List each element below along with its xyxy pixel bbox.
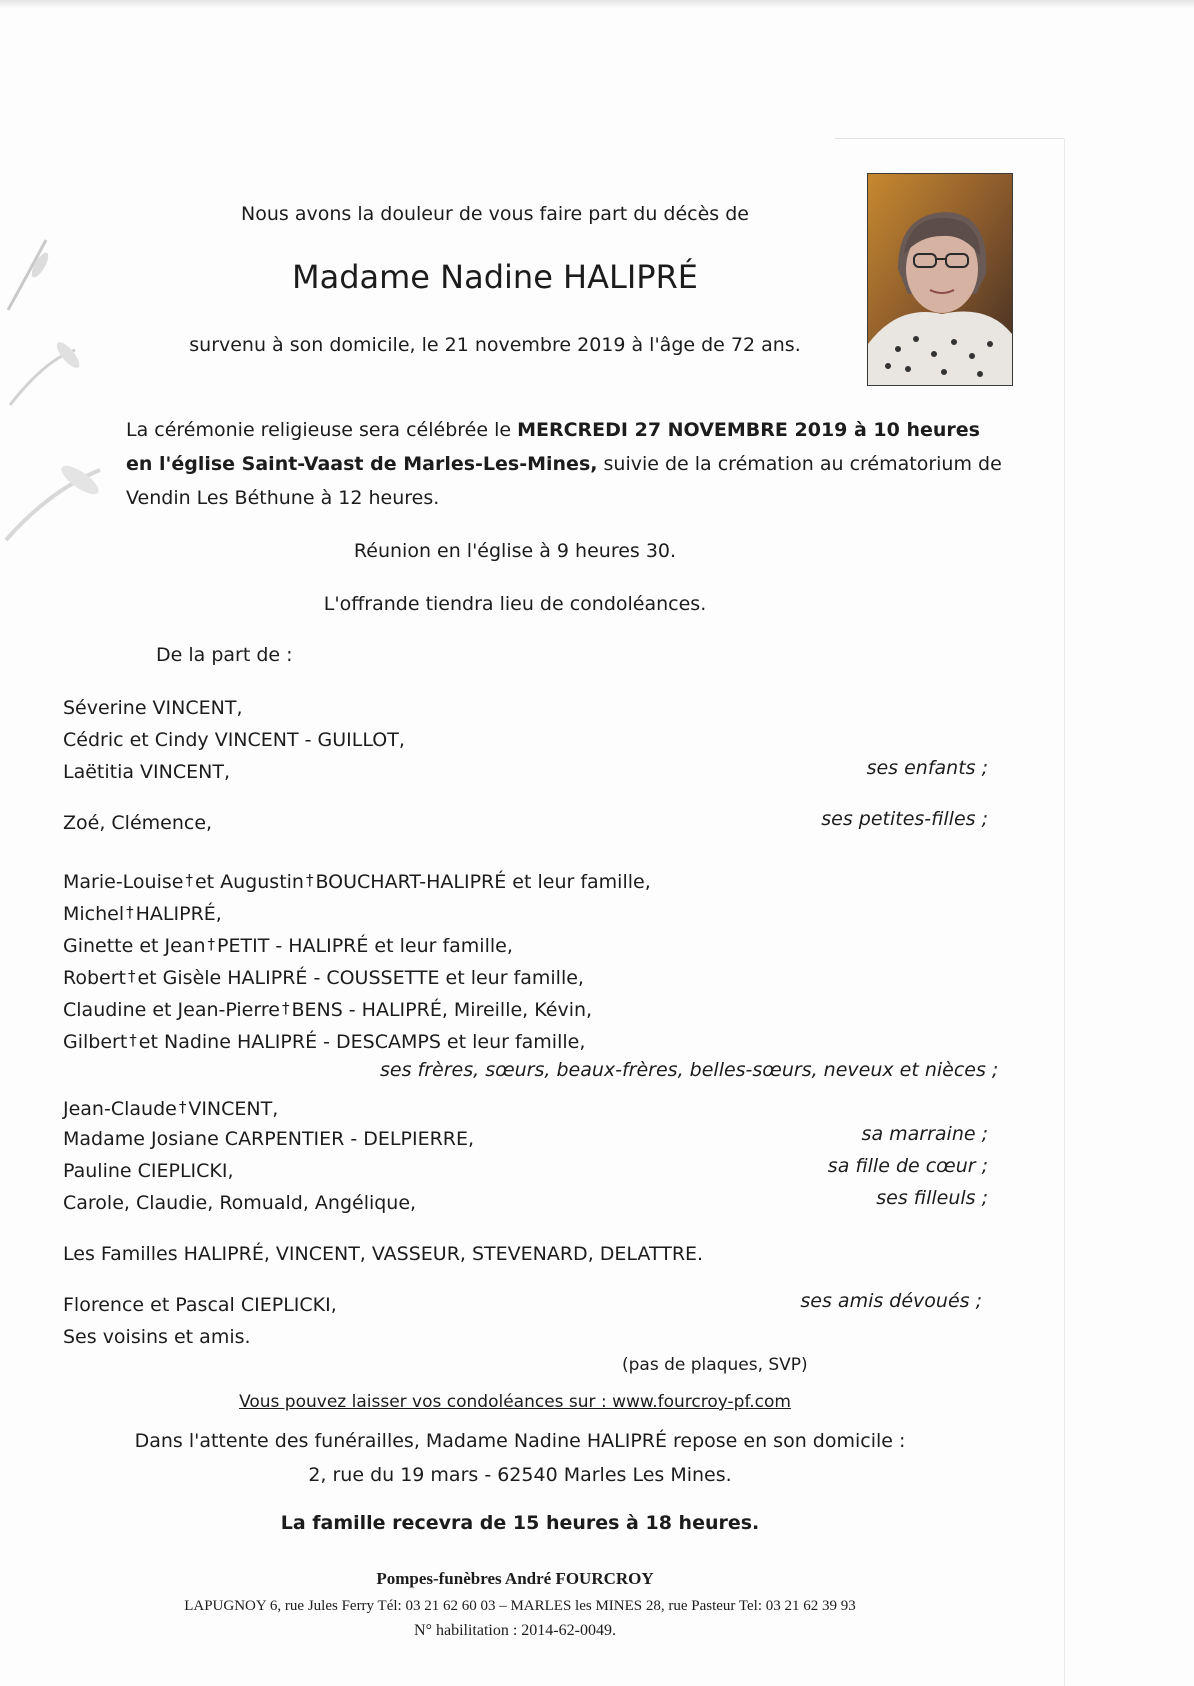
role-children: ses enfants ;: [866, 757, 988, 779]
family-member: Pauline CIEPLICKI,: [63, 1160, 234, 1182]
families-list: Les Familles HALIPRÉ, VINCENT, VASSEUR, STEVENARD, DELATTRE.: [63, 1243, 704, 1265]
habilitation-number: N° habilitation : 2014-62-0049.: [414, 1622, 616, 1639]
family-member: Claudine et Jean-Pierre † BENS - HALIPRÉ, Mireille, Kévin,: [63, 999, 593, 1021]
de-la-part-heading: De la part de :: [156, 644, 293, 666]
cross-icon: †: [185, 871, 193, 889]
intro-text: Nous avons la douleur de vous faire part du décès de: [241, 203, 749, 225]
visit-hours: La famille recevra de 15 heures à 18 heures.: [280, 1512, 760, 1534]
family-member: Marie-Louise † et Augustin † BOUCHART-HALIPRÉ et leur famille,: [63, 871, 651, 893]
ceremony-line-3: Vendin Les Béthune à 12 heures.: [126, 487, 440, 509]
role-filleuls: ses filleuls ;: [876, 1187, 988, 1209]
cross-icon: †: [129, 1031, 137, 1049]
family-member: Gilbert † et Nadine HALIPRÉ - DESCAMPS et leur famille,: [63, 1031, 586, 1053]
deceased-photo: [867, 173, 1013, 386]
family-member: Laëtitia VINCENT,: [63, 761, 231, 783]
role-marraine: sa marraine ;: [861, 1123, 988, 1145]
wheat-decoration: [0, 230, 110, 560]
family-member: Michel † HALIPRÉ,: [63, 903, 222, 925]
page-edge-right: [1064, 138, 1065, 1686]
role-siblings: ses frères, sœurs, beaux-frères, belles-sœurs, neveux et nièces ;: [380, 1059, 999, 1081]
ceremony-line-1: La cérémonie religieuse sera célébrée le MERCREDI 27 NOVEMBRE 2019 à 10 heures: [126, 419, 980, 441]
cross-icon: †: [281, 999, 290, 1017]
family-member: Séverine VINCENT,: [63, 697, 243, 719]
cross-icon: †: [127, 967, 136, 985]
rest-line-2: 2, rue du 19 mars - 62540 Marles Les Mines.: [308, 1464, 732, 1486]
page-edge: [835, 138, 1065, 139]
condolences-link[interactable]: Vous pouvez laisser vos condoléances sur : www.fourcroy-pf.com: [239, 1392, 791, 1412]
family-member: Ses voisins et amis.: [63, 1326, 251, 1348]
rest-line-1: Dans l'attente des funérailles, Madame Nadine HALIPRÉ repose en son domicile :: [134, 1430, 906, 1452]
cross-icon: †: [207, 935, 216, 953]
ceremony-line-2: en l'église Saint-Vaast de Marles-Les-Mines, suivie de la crémation au crématorium de: [126, 453, 1002, 475]
funeral-home-name: Pompes-funèbres André FOURCROY: [376, 1569, 654, 1588]
role-friends: ses amis dévoués ;: [800, 1290, 982, 1312]
offrande-text: L'offrande tiendra lieu de condoléances.: [323, 593, 707, 615]
role-granddaughters: ses petites-filles ;: [821, 808, 988, 830]
ceremony-place: en l'église Saint-Vaast de Marles-Les-Mines,: [126, 453, 598, 475]
scan-shadow: [0, 0, 1194, 8]
family-member: Cédric et Cindy VINCENT - GUILLOT,: [63, 729, 405, 751]
reunion-text: Réunion en l'église à 9 heures 30.: [353, 540, 677, 562]
deceased-name: Madame Nadine HALIPRÉ: [291, 258, 699, 296]
family-member: Jean-Claude † VINCENT,: [63, 1098, 279, 1120]
family-member: Florence et Pascal CIEPLICKI,: [63, 1294, 337, 1316]
role-fille-de-coeur: sa fille de cœur ;: [827, 1155, 988, 1177]
cross-icon: †: [126, 903, 134, 921]
cross-icon: †: [305, 871, 314, 889]
cross-icon: †: [178, 1098, 187, 1116]
funeral-home-address: LAPUGNOY 6, rue Jules Ferry Tél: 03 21 62 60 03 – MARLES les MINES 28, rue Pasteur Tel: 03 21 62 39 93: [184, 1598, 856, 1614]
family-member: Zoé, Clémence,: [63, 812, 213, 834]
family-member: Carole, Claudie, Romuald, Angélique,: [63, 1192, 417, 1214]
death-details: survenu à son domicile, le 21 novembre 2019 à l'âge de 72 ans.: [189, 334, 801, 356]
family-member: Madame Josiane CARPENTIER - DELPIERRE,: [63, 1128, 475, 1150]
family-member: Robert † et Gisèle HALIPRÉ - COUSSETTE et leur famille,: [63, 967, 584, 989]
no-plaques-note: (pas de plaques, SVP): [622, 1355, 808, 1375]
ceremony-date: MERCREDI 27 NOVEMBRE 2019 à 10 heures: [517, 419, 980, 441]
family-member: Ginette et Jean † PETIT - HALIPRÉ et leur famille,: [63, 935, 513, 957]
